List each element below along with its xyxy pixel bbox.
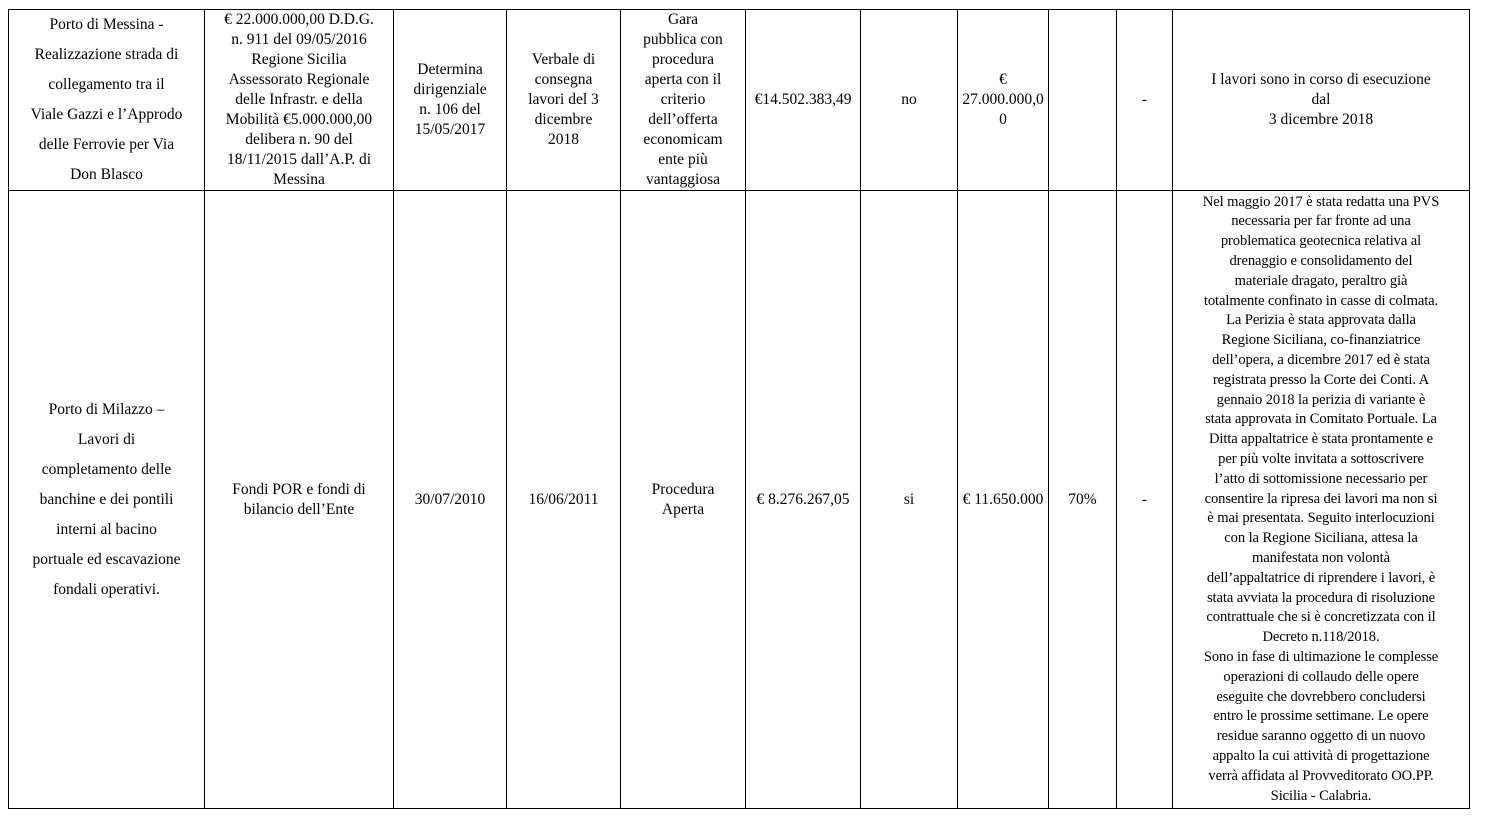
finanziamento-cell: Fondi POR e fondi di bilancio dell’Ente [205,191,394,809]
aggiudicazione-cell: Determina dirigenziale n. 106 del 15/05/2017 [394,10,507,191]
importo-cell: €14.502.383,49 [746,10,861,191]
extra-cell: - [1117,191,1173,809]
aggiudicazione-cell: 30/07/2010 [394,191,507,809]
costo-cell: € 27.000.000,0 0 [958,10,1049,191]
note-cell: I lavori sono in corso di esecuzione dal 3 dicembre 2018 [1173,10,1470,191]
flag-cell: no [861,10,958,191]
avanzamento-cell: 70% [1049,191,1117,809]
flag-cell: si [861,191,958,809]
consegna-cell: 16/06/2011 [507,191,621,809]
intervento-cell: Porto di Messina - Realizzazione strada di collegamento tra il Viale Gazzi e l’Approdo delle Ferrovie per Via Don Blasco [9,10,205,191]
table-row [9,10,1470,191]
finanziamento-cell: € 22.000.000,00 D.D.G. n. 911 del 09/05/2016 Regione Sicilia Assessorato Regionale delle Infrastr. e della Mobilità €5.000.000,00 delibera n. 90 del 18/11/2015 dall’A.P. di Messina [205,10,394,191]
importo-cell: € 8.276.267,05 [746,191,861,809]
table-row [9,191,1470,809]
avanzamento-cell [1049,10,1117,191]
intervento-cell: Porto di Milazzo – Lavori di completamento delle banchine e dei pontili interni al bacino portuale ed escavazione fondali operativi. [9,191,205,809]
note-cell: Nel maggio 2017 è stata redatta una PVS necessaria per far fronte ad una problematica geotecnica relativa al drenaggio e consolidamento del materiale dragato, peraltro già totalmente confinato in casse di colmata. La Perizia è stata approvata dalla Regione Siciliana, co-finanziatrice dell’opera, a dicembre 2017 ed è stata registrata presso la Corte dei Conti. A gennaio 2018 la perizia di variante è stata approvata in Comitato Portuale. La Ditta appaltatrice è stata prontamente e per più volte invitata a sottoscrivere l’atto di sottomissione necessario per consentire la ripresa dei lavori ma non si è mai presentata. Seguito interlocuzioni con la Regione Siciliana, attesa la manifestata non volontà dell’appaltatrice di riprendere i lavori, è stata avviata la procedura di risoluzione contrattuale che si è concretizzata con il Decreto n.118/2018. Sono in fase di ultimazione le complesse operazioni di collaudo delle opere eseguite che dovrebbero concludersi entro le prossime settimane. Le opere residue saranno oggetto di un nuovo appalto la cui attività di progettazione verrà affidata al Provveditorato OO.PP. Sicilia - Calabria. [1173,191,1470,809]
procedura-cell: Procedura Aperta [621,191,746,809]
costo-cell: € 11.650.000 [958,191,1049,809]
extra-cell: - [1117,10,1173,191]
procedura-cell: Gara pubblica con procedura aperta con il criterio dell’offerta economicam ente più vantaggiosa [621,10,746,191]
projects-table [8,9,1470,809]
consegna-cell: Verbale di consegna lavori del 3 dicembre 2018 [507,10,621,191]
